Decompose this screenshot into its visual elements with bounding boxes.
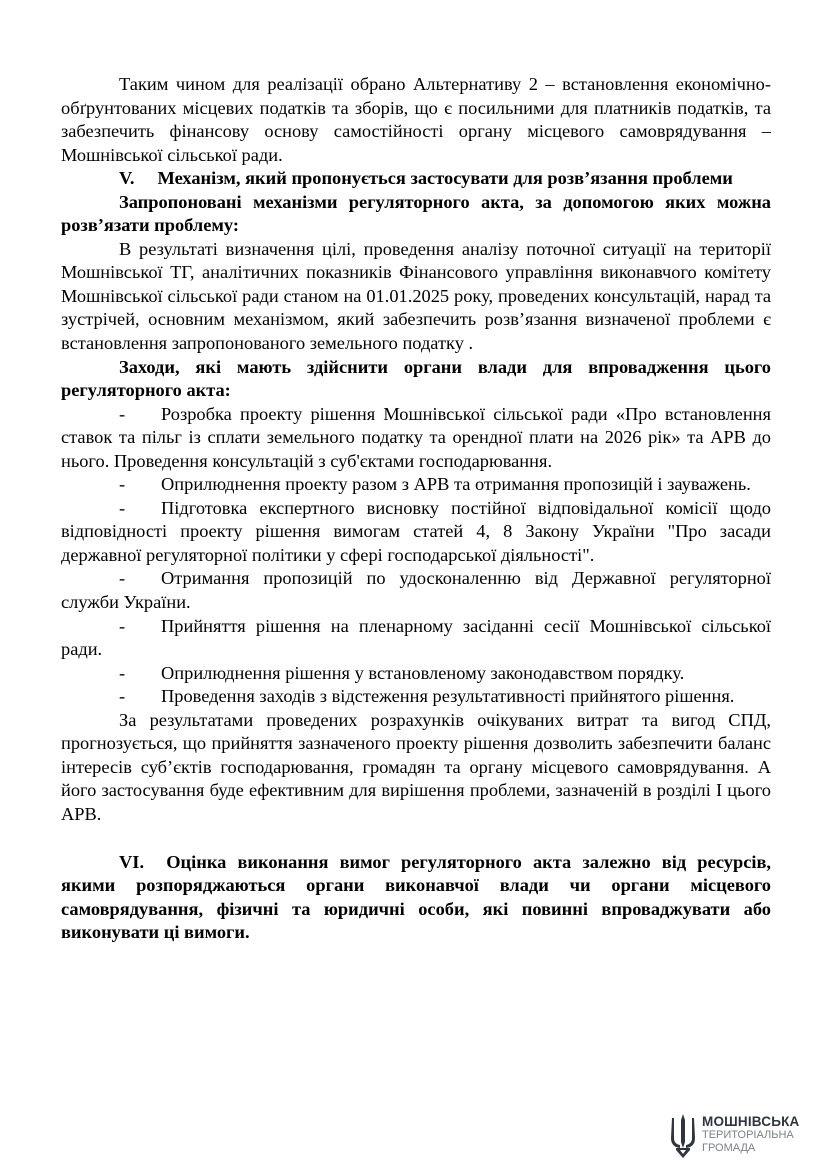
section-spacer [61, 827, 771, 851]
paragraph-mechanism: В результаті визначення цілі, проведення аналізу поточної ситуації на території Мошнівської ТГ, аналітичних показників Фінансового управління виконавчого комітету Мошнівської сільської ради станом на 01.01.2025 року, проведених консультацій, нарад та зустрічей, основним механізмом, який забезпечить розв’язання визначеної проблеми є встановлення запропонованого земельного податку . [61, 238, 771, 354]
list-dash: - [119, 662, 126, 683]
list-dash: - [119, 568, 126, 589]
logo-text [702, 1115, 800, 1154]
subheading-mechanisms: Запропоновані механізми регуляторного акта, за допомогою яких можна розв’язати проблему: [61, 191, 771, 236]
community-logo [668, 1112, 813, 1162]
list-item [61, 685, 771, 709]
list-dash: - [119, 686, 126, 707]
list-item-text: Оприлюднення проекту разом з АРВ та отримання пропозицій і зауважень. [161, 474, 751, 495]
list-item [61, 567, 771, 614]
list-dash: - [119, 497, 126, 518]
list-item-text: Розробка проекту рішення Мошнівської сільської ради «Про встановлення ставок та пільг із сплати земельного податку та орендної плати на 2026 рік» та АРВ до нього. Проведення консультацій з суб'єктами господарювання. [61, 403, 771, 471]
document-page [61, 73, 776, 945]
paragraph-alternative: Таким чином для реалізації обрано Альтернативу 2 – встановлення економічно-обґрунтованих місцевих податків та зборів, що є посильними для платників податків, та забезпечить фінансову основу самостійності органу місцевого самоврядування – Мошнівської сільської ради. [61, 74, 771, 165]
list-dash: - [119, 615, 126, 636]
section-5-heading: V. Механізм, який пропонується застосувати для розв’язання проблеми [119, 168, 733, 189]
list-item-text: Отримання пропозицій по удосконаленню від Державної регуляторної служби України. [61, 568, 771, 613]
trident-icon [668, 1112, 698, 1160]
logo-line-3: ГРОМАДА [702, 1141, 756, 1154]
list-item [61, 403, 771, 474]
list-item [61, 473, 771, 497]
list-item-text: Прийняття рішення на пленарному засіданні сесії Мошнівської сільської ради. [61, 615, 771, 660]
paragraph-results: За результатами проведених розрахунків очікуваних витрат та вигод СПД, прогнозується, що прийняття зазначеного проекту рішення дозволить забезпечити баланс інтересів суб’єктів господарювання, громадян та органу місцевого самоврядування. А його застосування буде ефективним для вирішення проблеми, зазначеній в розділі І цього АРВ. [61, 709, 771, 824]
logo-line-1: МОШНІВСЬКА [702, 1114, 800, 1129]
logo-line-2: ТЕРИТОРІАЛЬНА [702, 1129, 794, 1141]
list-item-text: Оприлюднення рішення у встановленому законодавством порядку. [161, 662, 685, 683]
list-dash: - [119, 403, 126, 424]
list-item [61, 662, 771, 686]
section-6-heading: VI. Оцінка виконання вимог регуляторного акта залежно від ресурсів, якими розпоряджаються органи виконавчої влади чи органи місцевого самоврядування, фізичні та юридичні особи, які повинні впроваджувати або виконувати ці вимоги. [61, 851, 776, 943]
list-item [61, 615, 771, 662]
subheading-measures: Заходи, які мають здійснити органи влади для впровадження цього регуляторного акта: [61, 356, 771, 401]
list-item-text: Підготовка експертного висновку постійної відповідальної комісії щодо відповідності проекту рішення вимогам статей 4, 8 Закону України "Про засади державної регуляторної політики у сфері господарської діяльності". [61, 497, 771, 565]
list-item-text: Проведення заходів з відстеження результативності прийнятого рішення. [161, 686, 735, 707]
list-item [61, 497, 771, 568]
list-dash: - [119, 474, 126, 495]
